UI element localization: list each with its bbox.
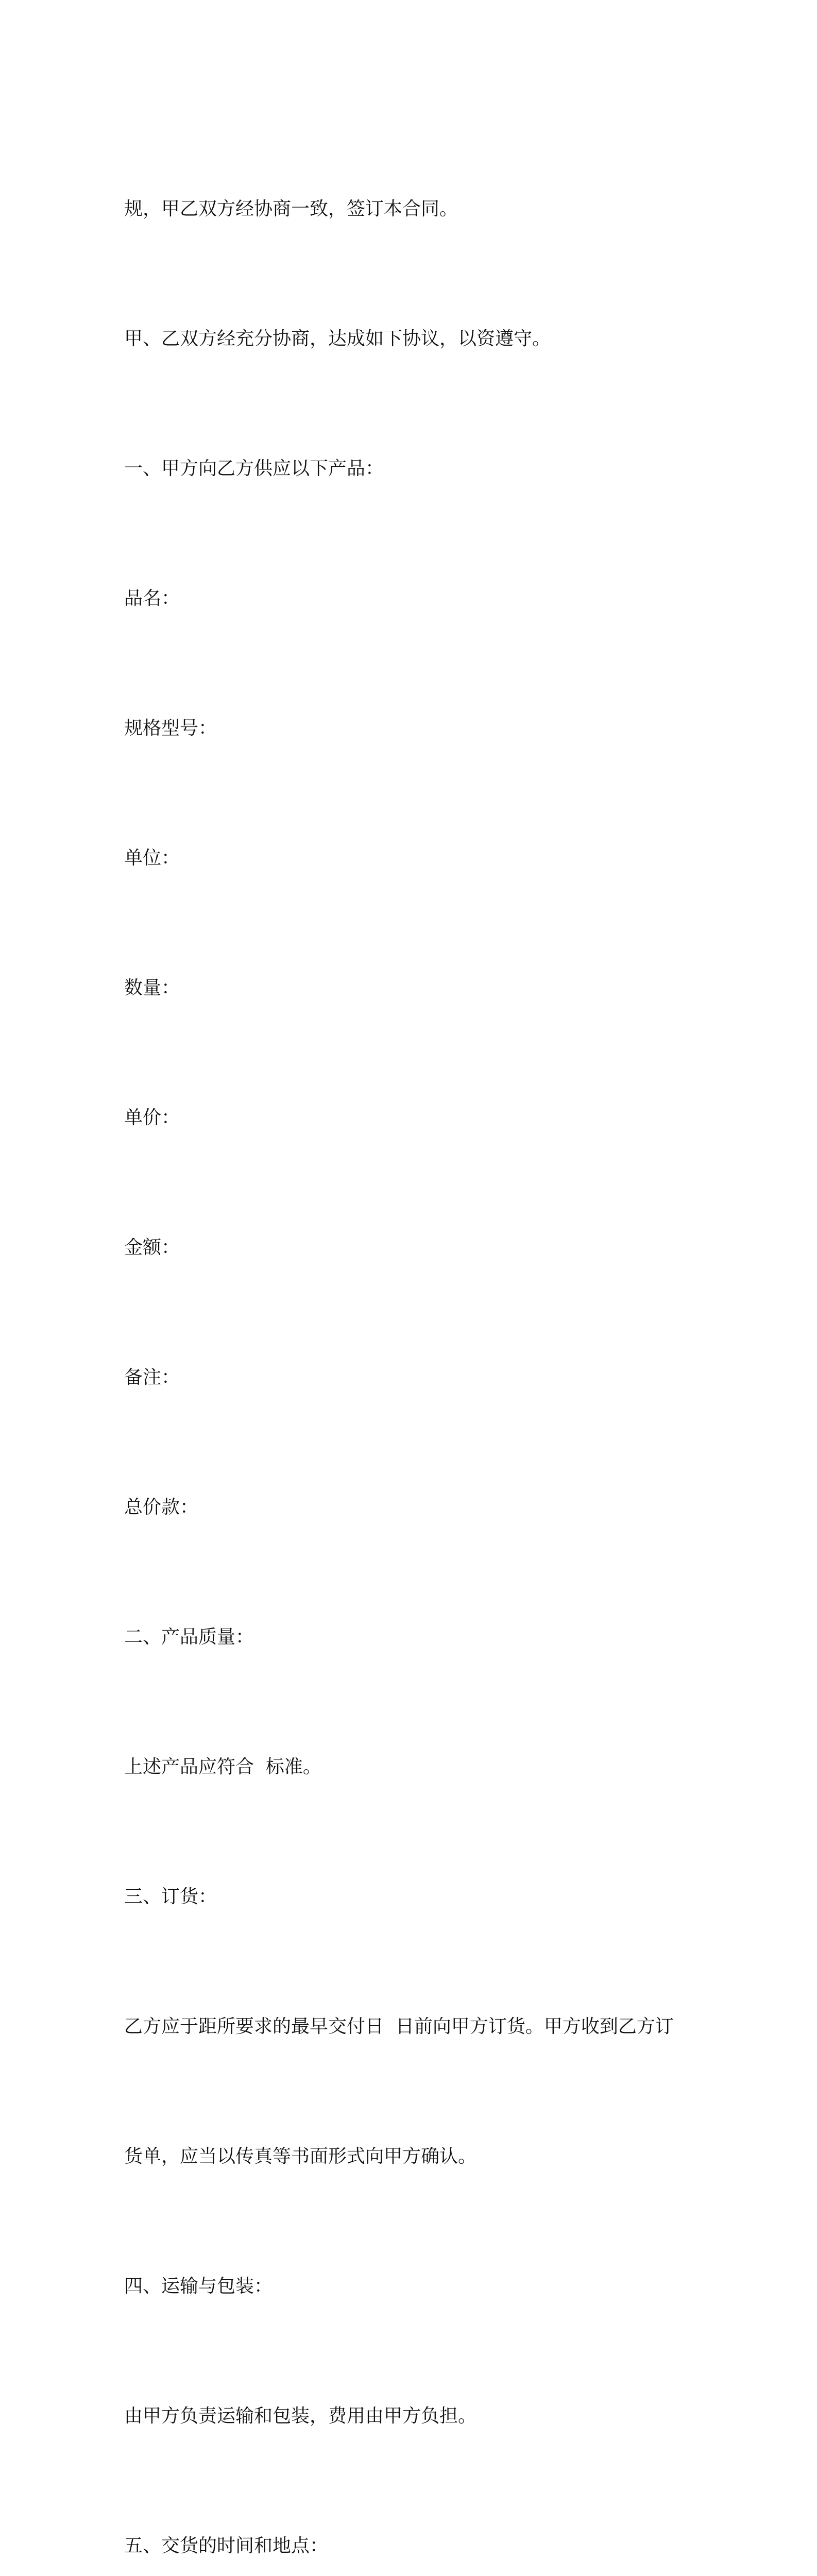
section-heading: 三、订货： [124, 1886, 217, 1907]
paragraph-line: 甲、乙双方经充分协商，达成如下协议，以资遵守。 [124, 328, 551, 349]
field-label-quantity: 数量： [124, 977, 180, 998]
field-label-product-name: 品名： [124, 588, 180, 609]
field-label-spec-model: 规格型号： [124, 718, 217, 739]
section-heading: 五、交货的时间和地点： [124, 2535, 329, 2556]
field-label-remarks: 备注： [124, 1367, 180, 1388]
paragraph-line: 货单，应当以传真等书面形式向甲方确认。 [124, 2146, 477, 2167]
field-label-total-price: 总价款： [124, 1497, 199, 1518]
field-label-amount: 金额： [124, 1237, 180, 1258]
document-body [124, 101, 701, 2576]
paragraph-line: 规，甲乙双方经协商一致，签订本合同。 [124, 198, 458, 219]
paragraph-line: 乙方应于距所要求的最早交付日 日前向甲方订货。甲方收到乙方订 [124, 2016, 674, 2037]
field-label-unit-price: 单价： [124, 1107, 180, 1128]
field-label-unit: 单位： [124, 848, 180, 869]
section-heading: 四、运输与包装： [124, 2276, 273, 2297]
paragraph-line: 上述产品应符合 标准。 [124, 1756, 321, 1777]
section-heading: 一、甲方向乙方供应以下产品： [124, 458, 384, 479]
paragraph-line: 由甲方负责运输和包装，费用由甲方负担。 [124, 2405, 477, 2427]
section-heading: 二、产品质量： [124, 1626, 254, 1648]
